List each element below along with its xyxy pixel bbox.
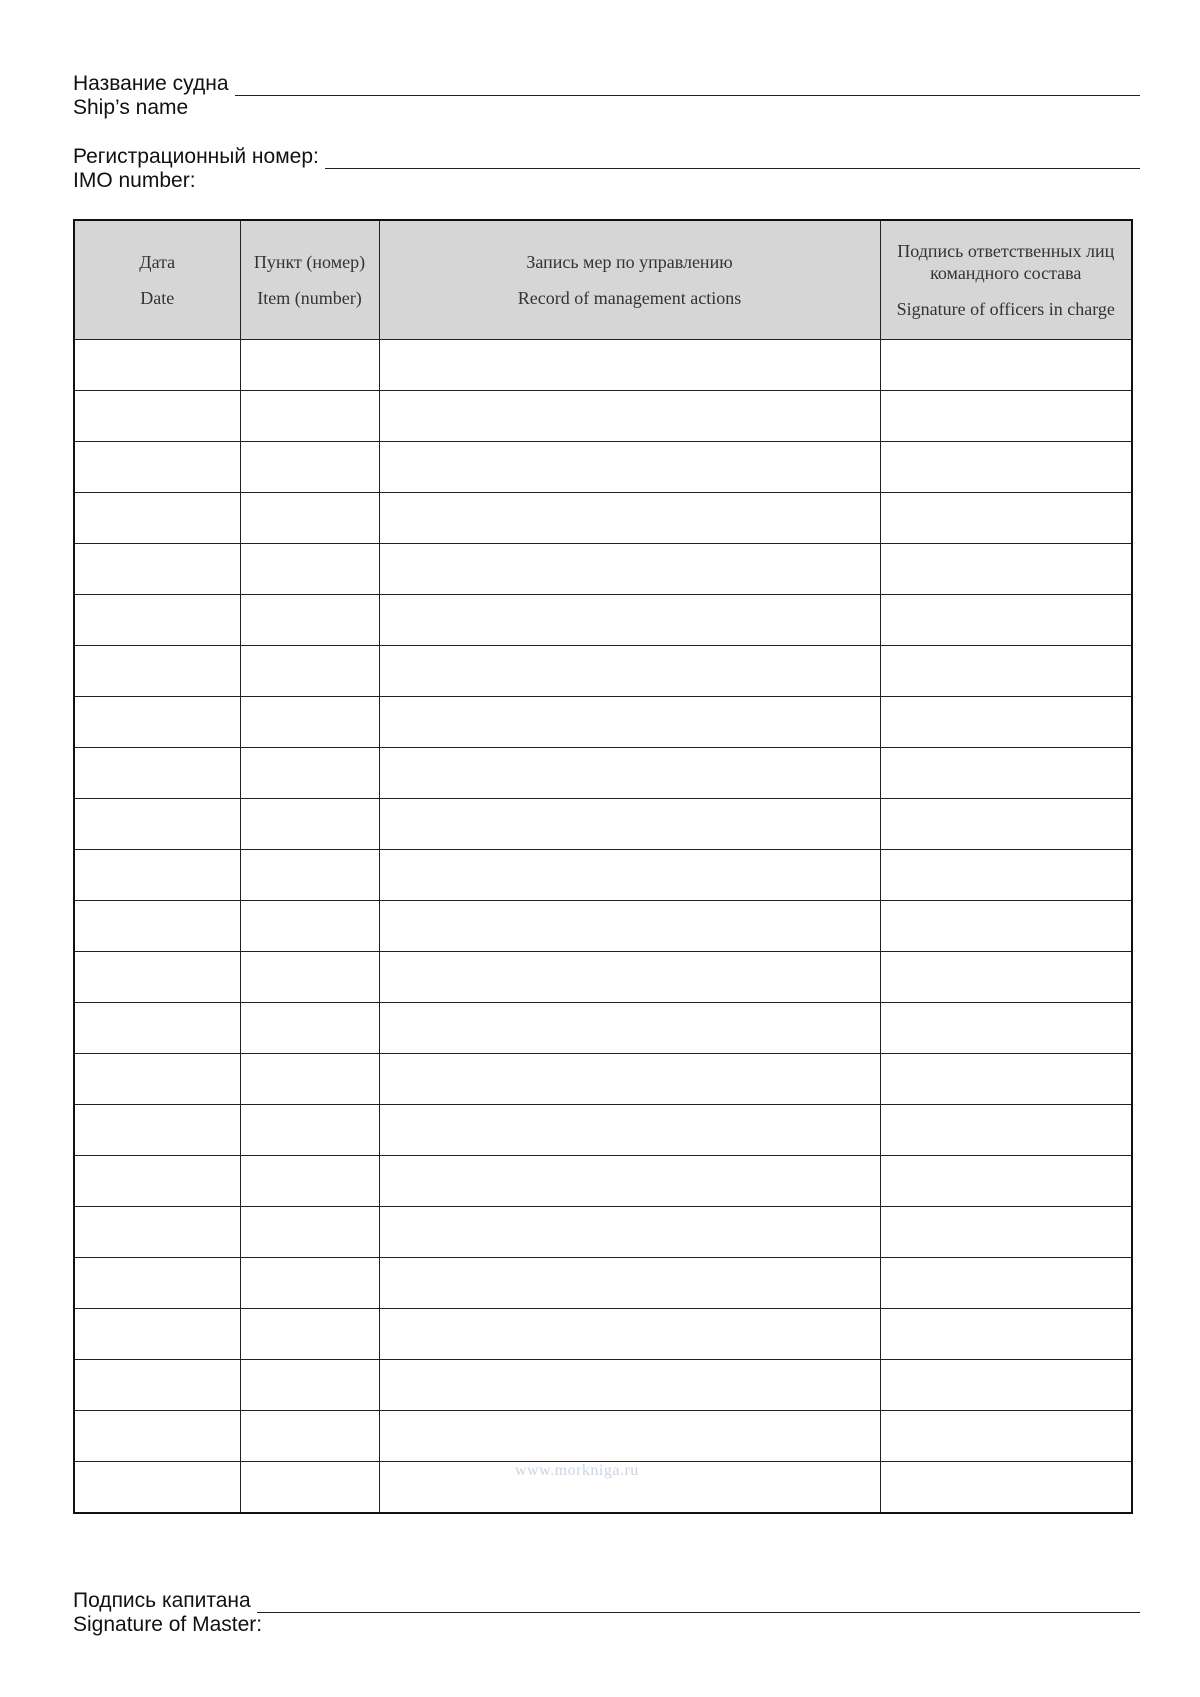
cell-signature[interactable] xyxy=(880,1003,1132,1054)
cell-signature[interactable] xyxy=(880,850,1132,901)
cell-date[interactable] xyxy=(74,850,240,901)
cell-date[interactable] xyxy=(74,1054,240,1105)
table-row xyxy=(74,1411,1132,1462)
cell-record[interactable] xyxy=(379,1258,880,1309)
cell-item[interactable] xyxy=(240,595,379,646)
cell-signature[interactable] xyxy=(880,799,1132,850)
cell-signature[interactable] xyxy=(880,391,1132,442)
management-log-table xyxy=(73,219,1133,1514)
cell-signature[interactable] xyxy=(880,1360,1132,1411)
cell-record[interactable] xyxy=(379,1309,880,1360)
table-row xyxy=(74,1258,1132,1309)
cell-item[interactable] xyxy=(240,493,379,544)
imo-number-field xyxy=(73,145,1140,193)
cell-signature[interactable] xyxy=(880,1309,1132,1360)
column-header-en: Signature of officers in charge xyxy=(896,299,1115,319)
master-signature-label-ru: Подпись капитана xyxy=(73,1589,251,1612)
cell-date[interactable] xyxy=(74,1003,240,1054)
cell-date[interactable] xyxy=(74,1258,240,1309)
column-header-ru: Пункт (номер) xyxy=(253,252,366,272)
cell-date[interactable] xyxy=(74,442,240,493)
cell-item[interactable] xyxy=(240,799,379,850)
table-row xyxy=(74,1207,1132,1258)
cell-date[interactable] xyxy=(74,748,240,799)
column-header-ru: Подпись ответственных лиц командного состава xyxy=(897,241,1115,283)
table-row xyxy=(74,1360,1132,1411)
cell-record[interactable] xyxy=(379,1003,880,1054)
cell-date[interactable] xyxy=(74,799,240,850)
cell-record[interactable] xyxy=(379,1156,880,1207)
table-row xyxy=(74,748,1132,799)
imo-number-label-ru: Регистрационный номер: xyxy=(73,145,319,168)
ship-name-label-en: Ship’s name xyxy=(73,96,189,119)
cell-date[interactable] xyxy=(74,544,240,595)
ship-name-line[interactable] xyxy=(235,77,1140,96)
cell-record[interactable] xyxy=(379,1105,880,1156)
cell-item[interactable] xyxy=(240,340,379,391)
cell-date[interactable] xyxy=(74,1207,240,1258)
cell-date[interactable] xyxy=(74,697,240,748)
cell-signature[interactable] xyxy=(880,442,1132,493)
master-signature-field xyxy=(73,1589,1140,1637)
table-row xyxy=(74,952,1132,1003)
ship-name-field xyxy=(73,72,1140,120)
cell-signature[interactable] xyxy=(880,901,1132,952)
cell-item[interactable] xyxy=(240,646,379,697)
cell-item[interactable] xyxy=(240,1207,379,1258)
cell-record[interactable] xyxy=(379,646,880,697)
cell-item[interactable] xyxy=(240,1105,379,1156)
cell-signature[interactable] xyxy=(880,646,1132,697)
column-header-item xyxy=(240,220,379,340)
cell-date[interactable] xyxy=(74,646,240,697)
column-header-en: Date xyxy=(140,288,175,308)
cell-item[interactable] xyxy=(240,1156,379,1207)
cell-item[interactable] xyxy=(240,1462,379,1514)
column-header-en: Record of management actions xyxy=(517,288,742,308)
cell-signature[interactable] xyxy=(880,1462,1132,1514)
table-row xyxy=(74,646,1132,697)
cell-item[interactable] xyxy=(240,1411,379,1462)
cell-record[interactable] xyxy=(379,901,880,952)
cell-date[interactable] xyxy=(74,595,240,646)
cell-item[interactable] xyxy=(240,544,379,595)
cell-signature[interactable] xyxy=(880,697,1132,748)
table-body xyxy=(74,340,1132,1514)
cell-signature[interactable] xyxy=(880,1207,1132,1258)
cell-record[interactable] xyxy=(379,799,880,850)
cell-item[interactable] xyxy=(240,1054,379,1105)
cell-record[interactable] xyxy=(379,850,880,901)
table-row xyxy=(74,1003,1132,1054)
table-header-row xyxy=(74,220,1132,340)
table-row xyxy=(74,391,1132,442)
table-row xyxy=(74,799,1132,850)
cell-date[interactable] xyxy=(74,1411,240,1462)
cell-record[interactable] xyxy=(379,340,880,391)
table-row xyxy=(74,1054,1132,1105)
table-row xyxy=(74,901,1132,952)
table-row xyxy=(74,340,1132,391)
cell-date[interactable] xyxy=(74,1309,240,1360)
cell-record[interactable] xyxy=(379,442,880,493)
cell-item[interactable] xyxy=(240,391,379,442)
cell-signature[interactable] xyxy=(880,595,1132,646)
column-header-date xyxy=(74,220,240,340)
cell-item[interactable] xyxy=(240,850,379,901)
table-row xyxy=(74,850,1132,901)
column-header-ru: Запись мер по управлению xyxy=(526,252,733,272)
cell-record[interactable] xyxy=(379,391,880,442)
cell-date[interactable] xyxy=(74,901,240,952)
cell-record[interactable] xyxy=(379,1360,880,1411)
table-row xyxy=(74,1105,1132,1156)
cell-record[interactable] xyxy=(379,1207,880,1258)
cell-item[interactable] xyxy=(240,1360,379,1411)
table-row xyxy=(74,544,1132,595)
cell-item[interactable] xyxy=(240,748,379,799)
watermark: www.morkniga.ru xyxy=(515,1462,639,1479)
cell-date[interactable] xyxy=(74,1105,240,1156)
cell-record[interactable] xyxy=(379,697,880,748)
cell-date[interactable] xyxy=(74,952,240,1003)
cell-item[interactable] xyxy=(240,1258,379,1309)
table-row xyxy=(74,1156,1132,1207)
column-header-signature xyxy=(880,220,1132,340)
cell-item[interactable] xyxy=(240,901,379,952)
table-row xyxy=(74,697,1132,748)
cell-record[interactable] xyxy=(379,1411,880,1462)
cell-signature[interactable] xyxy=(880,1411,1132,1462)
cell-item[interactable] xyxy=(240,952,379,1003)
imo-number-line[interactable] xyxy=(325,150,1140,169)
cell-item[interactable] xyxy=(240,1003,379,1054)
cell-signature[interactable] xyxy=(880,1258,1132,1309)
cell-date[interactable] xyxy=(74,391,240,442)
cell-record[interactable] xyxy=(379,748,880,799)
imo-number-label-en: IMO number: xyxy=(73,169,196,192)
ship-name-label-ru: Название судна xyxy=(73,72,229,95)
master-signature-line[interactable] xyxy=(257,1594,1140,1613)
cell-signature[interactable] xyxy=(880,1105,1132,1156)
cell-date[interactable] xyxy=(74,340,240,391)
cell-signature[interactable] xyxy=(880,1054,1132,1105)
cell-signature[interactable] xyxy=(880,493,1132,544)
table-row xyxy=(74,1309,1132,1360)
table-row xyxy=(74,595,1132,646)
cell-item[interactable] xyxy=(240,442,379,493)
table-row xyxy=(74,442,1132,493)
cell-record[interactable] xyxy=(379,493,880,544)
master-signature-label-en: Signature of Master: xyxy=(73,1613,263,1636)
cell-signature[interactable] xyxy=(880,1156,1132,1207)
column-header-en: Item (number) xyxy=(257,288,362,308)
table-row xyxy=(74,493,1132,544)
cell-signature[interactable] xyxy=(880,544,1132,595)
column-header-record xyxy=(379,220,880,340)
cell-item[interactable] xyxy=(240,1309,379,1360)
cell-signature[interactable] xyxy=(880,952,1132,1003)
cell-signature[interactable] xyxy=(880,340,1132,391)
column-header-ru: Дата xyxy=(139,252,176,272)
cell-date[interactable] xyxy=(74,493,240,544)
cell-date[interactable] xyxy=(74,1462,240,1514)
cell-signature[interactable] xyxy=(880,748,1132,799)
cell-record[interactable] xyxy=(379,544,880,595)
cell-record[interactable] xyxy=(379,1054,880,1105)
cell-record[interactable] xyxy=(379,595,880,646)
cell-item[interactable] xyxy=(240,697,379,748)
cell-date[interactable] xyxy=(74,1360,240,1411)
cell-record[interactable] xyxy=(379,952,880,1003)
cell-date[interactable] xyxy=(74,1156,240,1207)
